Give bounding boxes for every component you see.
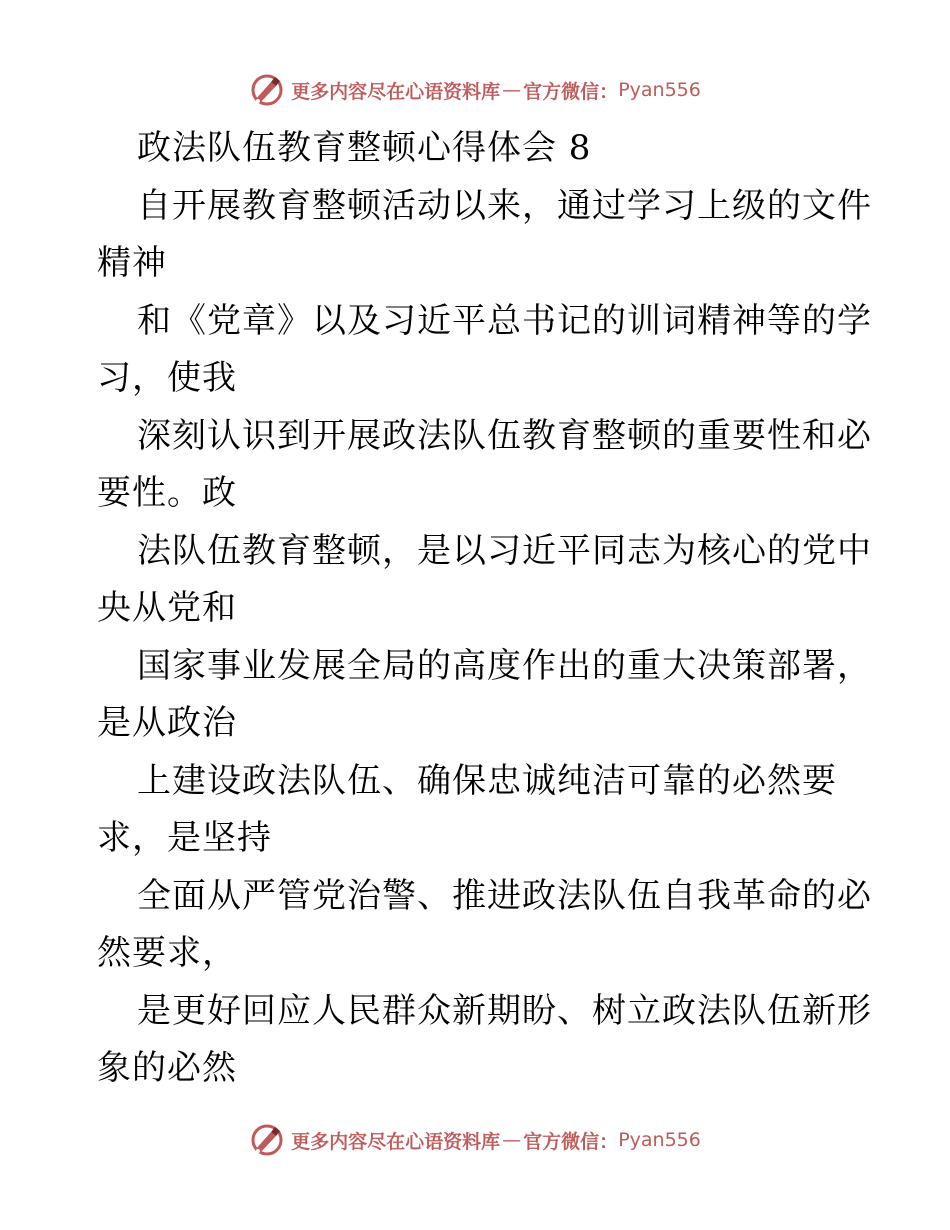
banner-dash: — (502, 1129, 522, 1151)
text-line: 国家事业发展全局的高度作出的重大决策部署， (137, 645, 872, 686)
text-line: 精神 (97, 243, 167, 283)
pen-circle-logo-icon (249, 72, 285, 108)
text-line: 求，是坚持 (97, 818, 272, 858)
text-line: 象的必然 (97, 1048, 237, 1088)
header-banner-text (291, 77, 701, 104)
text-line: 要性。政 (97, 473, 237, 513)
text-line: 然要求， (97, 933, 237, 973)
banner-wechat-id: Pyan556 (618, 79, 701, 101)
banner-wechat-label: 官方微信： (523, 80, 619, 103)
text-line: 深刻认识到开展政法队伍教育整顿的重要性和必 (137, 415, 872, 456)
text-line: 央从党和 (97, 588, 237, 628)
banner-wechat-id: Pyan556 (618, 1129, 701, 1151)
pen-circle-logo-icon (249, 1122, 285, 1158)
header-banner (0, 70, 950, 110)
footer-banner (0, 1120, 950, 1160)
document-body (97, 120, 872, 1098)
text-line: 习，使我 (97, 358, 237, 398)
text-line: 是更好回应人民群众新期盼、树立政法队伍新形 (137, 990, 872, 1031)
text-line: 政法队伍教育整顿心得体会 8 (137, 128, 592, 168)
text-line: 自开展教育整顿活动以来，通过学习上级的文件 (137, 185, 872, 226)
text-line: 上建设政法队伍、确保忠诚纯洁可靠的必然要 (137, 760, 837, 801)
banner-promo-text: 更多内容尽在心语资料库 (291, 80, 501, 103)
banner-wechat-label: 官方微信： (523, 1130, 619, 1153)
banner-promo-text: 更多内容尽在心语资料库 (291, 1130, 501, 1153)
text-line: 全面从严管党治警、推进政法队伍自我革命的必 (137, 875, 872, 916)
text-line: 和《党章》以及习近平总书记的训词精神等的学 (137, 300, 872, 341)
text-line: 是从政治 (97, 703, 237, 743)
footer-banner-text (291, 1127, 701, 1154)
text-line: 法队伍教育整顿，是以习近平同志为核心的党中 (137, 530, 872, 571)
banner-dash: — (502, 79, 522, 101)
